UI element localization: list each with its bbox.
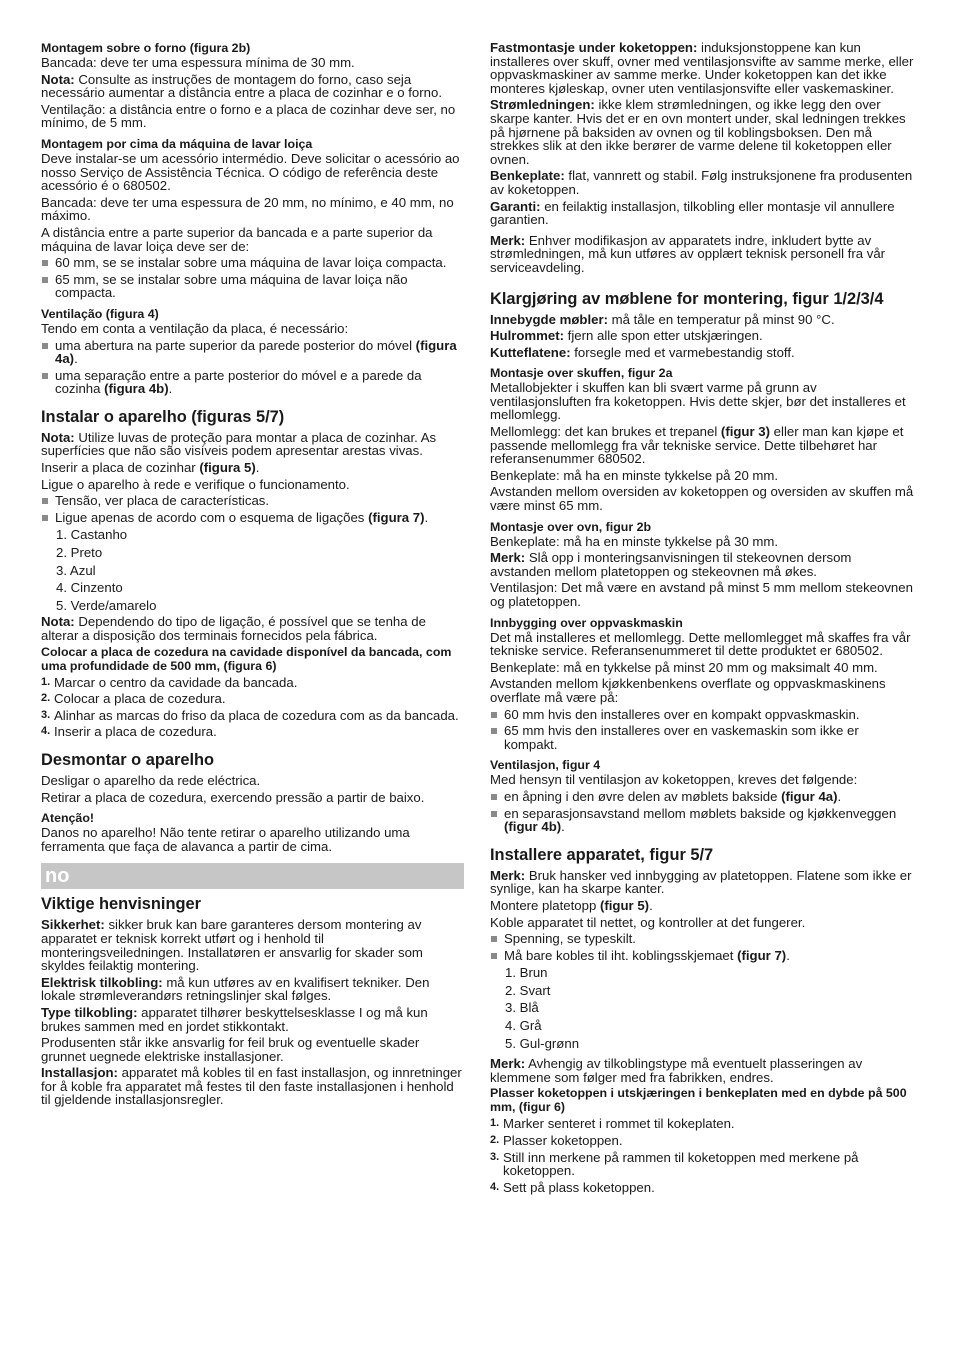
list-item: 60 mm hvis den installeres over en kompakt oppvaskmaskin. — [490, 708, 914, 722]
paragraph: Metallobjekter i skuffen kan bli svært varme på grunn av ventilasjonsluften fra koketoppen. Hvis dette skjer, bør det installeres et mellomlegg. — [490, 380, 906, 423]
paragraph — [490, 899, 914, 913]
step-text: Colocar a placa de cozedura. — [54, 691, 226, 707]
bullet-list — [41, 339, 464, 396]
note-text: Dependendo do tipo de ligação, é possível que se tenha de alterar a disposição dos terminais fornecidos pela fábrica. — [41, 614, 426, 643]
term-text: forsegle med et varmebestandig stoff. — [570, 344, 795, 360]
heading-montagem-lavar: Montagem por cima da máquina de lavar loiça — [41, 136, 313, 151]
figure-ref: (figur 4b) — [504, 819, 562, 835]
paragraph — [490, 346, 914, 360]
paragraph — [490, 169, 914, 196]
paragraph: Ventilação: a distância entre o forno e a placa de cozinhar deve ser, no mínimo, de 5 mm. — [41, 101, 456, 131]
term-label: Benkeplate: — [490, 168, 565, 184]
term-text: sikker bruk kan bare garanteres dersom montering av apparatet er teknisk korrekt utført og i henhold til monteringsveiledningen. Installatøren er ansvarlig for skader som skyldes feilaktig montering. — [41, 917, 423, 974]
list-item — [41, 339, 464, 366]
note-paragraph — [41, 431, 464, 458]
wire-color-list — [490, 966, 914, 1050]
paragraph: Deve instalar-se um acessório intermédio. Deve solicitar o acessório ao nosso Serviço de Assistência Técnica. O código de referência deste acessório é o 680502. — [41, 150, 460, 194]
paragraph: Det må installeres et mellomlegg. Dette mellomlegget må skaffes fra vår tekniske service. Referansenummeret til dette produktet er 680502. — [490, 629, 911, 659]
list-item — [490, 1151, 914, 1178]
term-label: Hulrommet: — [490, 328, 564, 344]
paragraph: Danos no aparelho! Não tente retirar o aparelho utilizando uma ferramenta que faça de alavanca a partir de cima. — [41, 825, 410, 854]
figure-ref: (figur 5) — [599, 897, 650, 913]
step-text: Marker senteret i rommet til kokeplaten. — [503, 1116, 735, 1132]
paragraph — [41, 976, 464, 1003]
heading-plasser: Plasser koketoppen i utskjæringen i benkeplaten med en dybde på 500 mm, (figur 6) — [490, 1086, 907, 1115]
note-label: Nota: — [41, 614, 75, 630]
list-item — [41, 692, 464, 706]
list-item: Spenning, se typeskilt. — [490, 932, 914, 946]
figure-ref: (figura 5) — [199, 460, 256, 476]
term-text: fjern alle spon etter utskjæringen. — [564, 328, 763, 344]
section-title-desmontar: Desmontar o aparelho — [41, 750, 215, 769]
figure-ref: (figur 7) — [737, 947, 787, 963]
bullet-list — [490, 790, 914, 834]
paragraph: Ligue o aparelho à rede e verifique o funcionamento. — [41, 476, 350, 492]
term-label: Elektrisk tilkobling: — [41, 974, 163, 990]
note-text: Enhver modifikasjon av apparatets indre, inkludert bytte av strømledningen, må kun utføres av opplært teknisk personell fra vår serviceavdeling. — [490, 232, 886, 275]
list-item: 1. Brun — [505, 965, 548, 981]
list-item: 65 mm, se se instalar sobre uma máquina de lavar loiça não compacta. — [41, 273, 464, 300]
list-item: 2. Preto — [56, 545, 103, 561]
paragraph-text: . — [649, 897, 653, 913]
paragraph: Desligar o aparelho da rede eléctrica. — [41, 772, 261, 788]
paragraph — [41, 1066, 464, 1107]
step-number: 4. — [41, 725, 51, 738]
paragraph: Benkeplate: må ha en minste tykkelse på 20 mm. — [490, 467, 779, 483]
bullet-list — [41, 256, 464, 300]
paragraph-text: Montere platetopp — [490, 897, 600, 913]
list-item: 1. Castanho — [56, 527, 128, 543]
list-item — [490, 1134, 914, 1148]
step-number: 1. — [490, 1117, 500, 1130]
figure-ref: (figura 7) — [368, 509, 425, 525]
paragraph — [490, 329, 914, 343]
note-label: Merk: — [490, 232, 526, 248]
heading-atencao: Atenção! — [41, 811, 95, 826]
note-label: Merk: — [490, 550, 526, 566]
paragraph — [41, 918, 464, 972]
note-text: Consulte as instruções de montagem do forno, caso seja necessário aumentar a distância entre a placa de cozinhar e o forno. — [41, 71, 442, 101]
bullet-list — [41, 494, 464, 524]
list-item: 3. Azul — [56, 562, 96, 578]
step-text: Plasser koketoppen. — [503, 1133, 623, 1149]
note-label: Nota: — [41, 429, 75, 445]
heading-ovn: Montasje over ovn, figur 2b — [490, 519, 652, 534]
list-item — [490, 1181, 914, 1195]
term-text: en feilaktig installasjon, tilkobling eller montasje vil annullere garantien. — [490, 198, 895, 228]
note-paragraph — [490, 1057, 914, 1084]
term-text: flat, vannrett og stabil. Følg instruksjonene fra produsenten av koketoppen. — [490, 168, 913, 197]
step-number: 1. — [41, 675, 51, 688]
list-item: 65 mm hvis den installeres over en vaskemaskin som ikke er kompakt. — [490, 724, 914, 751]
figure-ref: (figur 4a) — [781, 788, 838, 804]
heading-skuff: Montasje over skuffen, figur 2a — [490, 366, 673, 381]
paragraph: Produsenten står ikke ansvarlig for feil bruk og eventuelle skader grunnet uegnede elektriske installasjoner. — [41, 1035, 420, 1064]
paragraph — [490, 200, 914, 227]
heading-montagem-forno: Montagem sobre o forno (figura 2b) — [41, 41, 251, 55]
note-text: Bruk hansker ved innbygging av platetoppen. Flatene som ikke er synlige, kan ha skarpe kanter. — [490, 867, 912, 897]
paragraph: Tendo em conta a ventilação da placa, é necessário: — [41, 320, 349, 336]
note-paragraph — [41, 615, 464, 642]
list-item: 4. Grå — [505, 1018, 542, 1034]
paragraph: Ventilasjon: Det må være en avstand på minst 5 mm mellom stekeovnen og platetoppen. — [490, 580, 913, 609]
figure-ref: (figura 4b) — [104, 381, 169, 397]
paragraph — [490, 313, 914, 327]
term-text: må kun utføres av en kvalifisert tekniker. Den lokale strømleverandørs retningslinjer skal følges. — [41, 974, 430, 1004]
right-column — [490, 41, 914, 1194]
note-label: Merk: — [490, 1056, 526, 1072]
paragraph-text: Inserir a placa de cozinhar — [41, 460, 200, 476]
paragraph: Retirar a placa de cozedura, exercendo pressão a partir de baixo. — [41, 789, 425, 805]
step-text: Still inn merkene på rammen til koketoppen med merkene på koketoppen. — [503, 1149, 859, 1179]
list-item — [41, 676, 464, 690]
term-text: induksjonstoppene kan kun installeres over skuff, ovner med ventilasjonsvifte av samme merke, eller oppvaskmaskiner av samme merke. Under koketoppen kan det ikke monteres kjøleskap, ovner uten ventilasjonsvifte eller vaskemaskiner. — [490, 40, 914, 96]
note-text: Utilize luvas de proteção para montar a placa de cozinhar. As superfícies que não são visíveis podem apresentar arestas vivas. — [41, 429, 437, 459]
list-item-text: uma abertura na parte superior da parede posterior do móvel — [55, 337, 416, 353]
list-item: 2. Svart — [505, 982, 551, 998]
step-text: Inserir a placa de cozedura. — [54, 724, 217, 740]
step-number: 4. — [490, 1180, 500, 1193]
paragraph: Benkeplate: må en tykkelse på minst 20 mm og maksimalt 40 mm. — [490, 659, 878, 675]
list-item-text: . — [168, 381, 173, 397]
list-item: 60 mm, se se instalar sobre uma máquina de lavar loiça compacta. — [41, 256, 464, 270]
step-number: 2. — [490, 1134, 500, 1147]
list-item — [41, 369, 464, 396]
paragraph: Benkeplate: må ha en minste tykkelse på 30 mm. — [490, 533, 779, 549]
paragraph: A distância entre a parte superior da bancada e a parte superior da máquina de lavar loiça deve ser de: — [41, 224, 433, 254]
list-item-text: en åpning i den øvre delen av møblets bakside — [504, 788, 782, 804]
list-item-text: Ligue apenas de acordo com o esquema de ligações — [55, 509, 369, 525]
term-text: apparatet tilhører beskyttelsesklasse I og må kun brukes sammen med en jordet stikkontakt. — [41, 1004, 428, 1034]
term-label: Innebygde møbler: — [490, 311, 608, 327]
list-item — [41, 725, 464, 739]
list-item — [490, 949, 914, 963]
paragraph: Bancada: deve ter uma espessura de 20 mm, no mínimo, e 40 mm, no máximo. — [41, 194, 454, 224]
paragraph — [41, 1006, 464, 1033]
list-item: 5. Gul-grønn — [505, 1035, 580, 1051]
heading-ventilacao: Ventilação (figura 4) — [41, 306, 159, 321]
list-item-text: Må bare kobles til iht. koblingsskjemaet — [504, 947, 738, 963]
list-item: 5. Verde/amarelo — [56, 597, 157, 613]
heading-oppvask: Innbygging over oppvaskmaskin — [490, 615, 683, 630]
list-item-text: uma separação entre a parte posterior do móvel e a parede da cozinha — [55, 367, 422, 397]
note-text: Avhengig av tilkoblingstype må eventuelt plasseringen av klemmene som følger med fra fabrikken, endres. — [490, 1056, 863, 1085]
term-text: ikke klem strømledningen, og ikke legg den over skarpe kanter. Hvis det er en ovn montert under, skal ledningen trekkes på hjørnene på baksiden av ovnen og til koblingsboksen. Den må strekkes slik at den ikke berører de varme delene til koketoppen eller ovnen. — [490, 97, 906, 167]
language-code: no — [45, 865, 70, 888]
step-list — [41, 676, 464, 739]
list-item-text: . — [561, 819, 565, 835]
paragraph: Bancada: deve ter uma espessura mínima de 30 mm. — [41, 55, 355, 70]
figure-ref: (figura 4a) — [55, 337, 457, 367]
note-paragraph — [41, 73, 464, 100]
list-item: 3. Blå — [505, 1000, 539, 1016]
note-label: Nota: — [41, 71, 75, 87]
paragraph-text: Mellomlegg: det kan brukes et trepanel — [490, 424, 721, 440]
step-text: Alinhar as marcas do friso da placa de cozedura com as da bancada. — [54, 707, 459, 723]
list-item — [490, 790, 914, 804]
paragraph: Med hensyn til ventilasjon av koketoppen, kreves det følgende: — [490, 772, 858, 788]
list-item-text: en separasjonsavstand mellom møblets bakside og kjøkkenveggen — [504, 805, 897, 821]
left-column — [41, 41, 464, 1107]
note-text: Slå opp i monteringsanvisningen til stekeovnen dersom avstanden mellom platetoppen og stekeovnen må økes. — [490, 550, 852, 579]
step-list — [490, 1117, 914, 1194]
paragraph: Avstanden mellom kjøkkenbenkens overflate og oppvaskmaskinens overflate må være på: — [490, 676, 886, 705]
list-item — [490, 1117, 914, 1131]
step-text: Sett på plass koketoppen. — [503, 1179, 655, 1195]
heading-cavidade: Colocar a placa de cozedura na cavidade disponível da bancada, com uma profundidade de 500 mm, (figura 6) — [41, 644, 452, 673]
figure-ref: (figur 3) — [720, 424, 771, 440]
term-label: Installasjon: — [41, 1065, 118, 1081]
list-item — [490, 807, 914, 834]
section-title-installere: Installere apparatet, figur 5/7 — [490, 845, 714, 864]
paragraph-text: eller man kan kjøpe et passende mellomlegg fra vår tekniske service. Dette tilbehøret har referansenummer 680502. — [490, 424, 904, 467]
note-paragraph — [490, 869, 914, 896]
term-label: Kutteflatene: — [490, 344, 571, 360]
list-item: 4. Cinzento — [56, 580, 123, 596]
term-label: Type tilkobling: — [41, 1004, 138, 1020]
list-item-text: . — [424, 509, 429, 525]
section-title-instalar: Instalar o aparelho (figuras 5/7) — [41, 407, 285, 426]
paragraph — [490, 98, 914, 166]
list-item-text: . — [74, 351, 78, 367]
bullet-list — [490, 708, 914, 752]
step-text: Marcar o centro da cavidade da bancada. — [54, 674, 298, 690]
list-item — [41, 709, 464, 723]
term-label: Sikkerhet: — [41, 917, 105, 933]
language-bar — [41, 863, 464, 889]
term-text: apparatet må kobles til en fast installasjon, og innretninger for å koble fra apparatet må festes til den faste installasjonen i henhold til gjeldende installasjonsregler. — [41, 1065, 462, 1108]
list-item: Tensão, ver placa de características. — [41, 494, 464, 508]
step-number: 3. — [41, 708, 51, 721]
paragraph — [490, 41, 914, 95]
paragraph — [41, 461, 464, 475]
paragraph — [490, 425, 914, 466]
section-title-viktige: Viktige henvisninger — [41, 895, 202, 914]
list-item-text: . — [837, 788, 842, 804]
heading-ventilasjon: Ventilasjon, figur 4 — [490, 758, 601, 773]
section-title-klargjoring: Klargjøring av møblene for montering, figur 1/2/3/4 — [490, 289, 884, 308]
note-paragraph — [490, 234, 914, 275]
step-number: 2. — [41, 692, 51, 705]
paragraph: Koble apparatet til nettet, og kontroller at det fungerer. — [490, 914, 806, 930]
note-label: Merk: — [490, 867, 526, 883]
term-label: Fastmontasje under koketoppen: — [490, 40, 698, 55]
list-item — [41, 511, 464, 525]
term-label: Strømledningen: — [490, 97, 595, 113]
wire-color-list — [41, 528, 464, 612]
term-text: må tåle en temperatur på minst 90 °C. — [607, 311, 835, 327]
note-paragraph — [490, 551, 914, 578]
paragraph: Avstanden mellom oversiden av koketoppen og oversiden av skuffen må være minst 65 mm. — [490, 484, 914, 514]
paragraph-text: . — [255, 460, 260, 476]
term-label: Garanti: — [490, 198, 541, 214]
bullet-list — [490, 932, 914, 962]
list-item-text: . — [786, 947, 790, 963]
step-number: 3. — [490, 1150, 500, 1163]
